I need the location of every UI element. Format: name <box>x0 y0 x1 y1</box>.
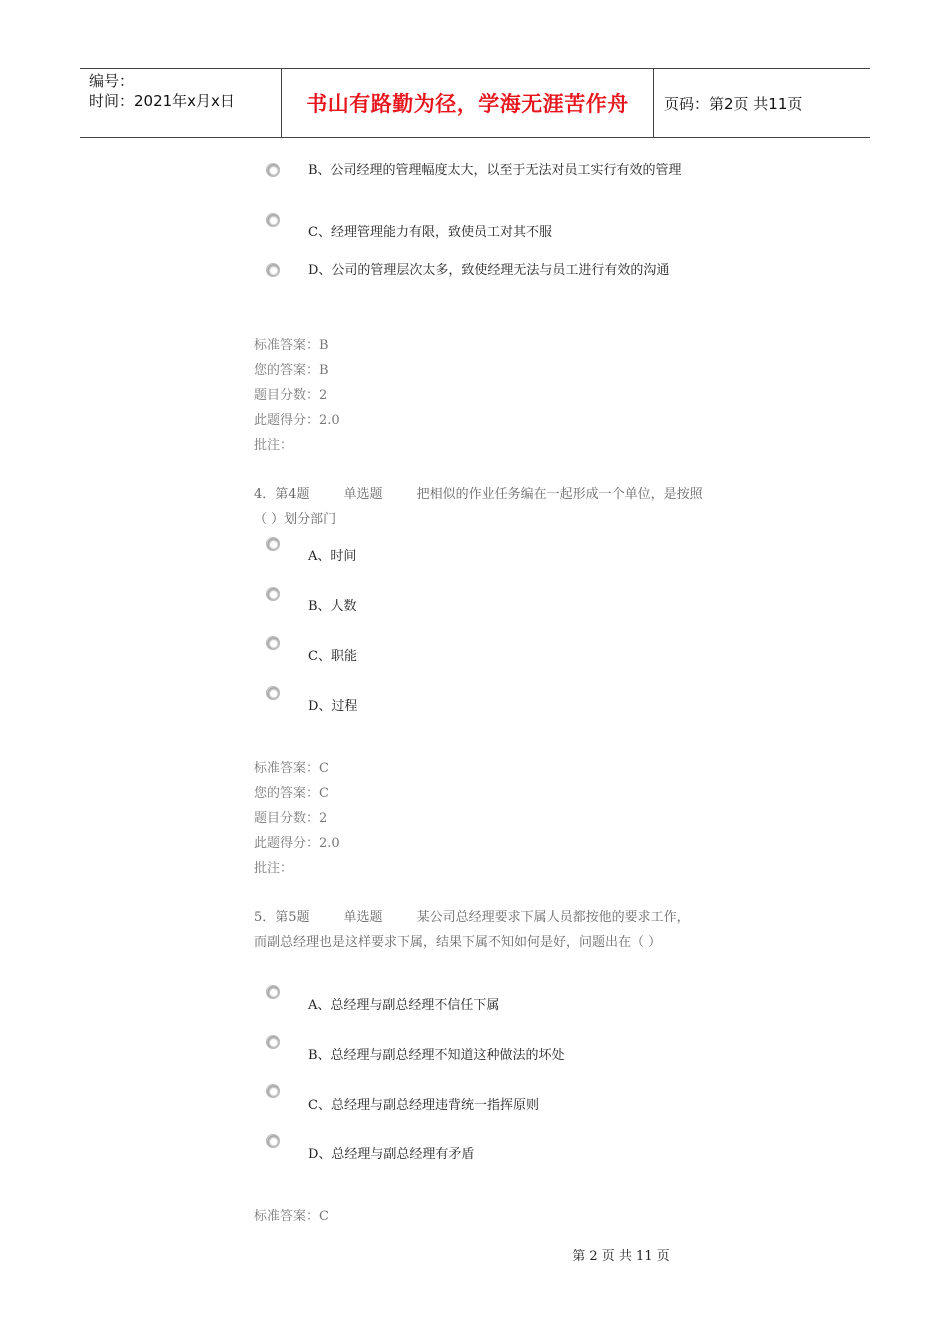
q5-option-c[interactable] <box>266 1084 539 1113</box>
option-label: D、总经理与副总经理有矛盾 <box>308 1147 475 1162</box>
time-label: 时间：2021年x月x日 <box>89 92 235 110</box>
q5-option-b[interactable] <box>266 1035 565 1063</box>
q5-standard-answer: 标准答案：C <box>254 1209 329 1224</box>
radio-button-icon[interactable] <box>266 163 280 177</box>
question-type: 单选题 <box>343 487 383 502</box>
page-footer: 第 2 页 共 11 页 <box>572 1249 670 1264</box>
radio-button-icon[interactable] <box>266 985 280 999</box>
question-text: 把相似的作业任务编在一起形成一个单位，是按照（ ）划分部门 <box>254 487 703 527</box>
q4-option-c[interactable] <box>266 636 357 664</box>
serial-label: 编号： <box>89 72 135 90</box>
radio-button-icon[interactable] <box>266 1134 280 1148</box>
motto-text: 书山有路勤为径，学海无涯苦作舟 <box>306 92 629 116</box>
q3-earned: 此题得分：2.0 <box>254 413 340 428</box>
q3-option-d[interactable] <box>266 263 670 278</box>
question-type: 单选题 <box>343 910 383 925</box>
option-label: D、公司的管理层次太多，致使经理无法与员工进行有效的沟通 <box>308 263 670 278</box>
question-text: 某公司总经理要求下属人员都按他的要求工作，而副总经理也是这样要求下属，结果下属不知如何是好，问题出在（ ） <box>254 910 690 950</box>
option-label: B、公司经理的管理幅度太大，以至于无法对员工实行有效的管理 <box>308 163 682 178</box>
question-number: 4．第4题 <box>254 487 310 502</box>
q4-comment: 批注： <box>254 861 294 876</box>
option-label: D、过程 <box>308 699 358 714</box>
question-number: 5．第5题 <box>254 910 310 925</box>
option-label: C、职能 <box>308 649 357 664</box>
q3-score: 题目分数：2 <box>254 388 328 403</box>
radio-button-icon[interactable] <box>266 213 280 227</box>
q3-comment: 批注： <box>254 438 294 453</box>
document-header <box>80 68 870 138</box>
option-label: A、总经理与副总经理不信任下属 <box>308 998 500 1013</box>
q5-question <box>254 905 700 955</box>
q5-option-d[interactable] <box>266 1134 475 1162</box>
q4-question <box>254 482 704 532</box>
header-left-cell <box>80 69 282 137</box>
radio-button-icon[interactable] <box>266 263 280 277</box>
option-label: A、时间 <box>308 549 357 564</box>
q4-your-answer: 您的答案：C <box>254 786 329 801</box>
option-label: B、总经理与副总经理不知道这种做法的坏处 <box>308 1048 565 1063</box>
q3-your-answer: 您的答案：B <box>254 363 329 378</box>
q4-option-d[interactable] <box>266 686 358 714</box>
q4-earned: 此题得分：2.0 <box>254 836 340 851</box>
option-label: C、经理管理能力有限，致使员工对其不服 <box>308 225 552 240</box>
q3-option-c[interactable] <box>266 213 552 240</box>
radio-button-icon[interactable] <box>266 636 280 650</box>
option-label: B、人数 <box>308 599 357 614</box>
q5-option-a[interactable] <box>266 985 500 1013</box>
option-label: C、总经理与副总经理违背统一指挥原则 <box>308 1098 539 1113</box>
header-motto-cell <box>282 69 654 137</box>
radio-button-icon[interactable] <box>266 1084 280 1098</box>
q4-option-b[interactable] <box>266 587 357 614</box>
radio-button-icon[interactable] <box>266 1035 280 1049</box>
q3-option-b[interactable] <box>266 163 682 178</box>
radio-button-icon[interactable] <box>266 686 280 700</box>
radio-button-icon[interactable] <box>266 587 280 601</box>
q3-standard-answer: 标准答案：B <box>254 338 329 353</box>
q4-standard-answer: 标准答案：C <box>254 761 329 776</box>
radio-button-icon[interactable] <box>266 537 280 551</box>
q4-option-a[interactable] <box>266 537 357 564</box>
header-page-cell <box>654 69 870 137</box>
page-info: 页码：第2页 共11页 <box>664 94 803 113</box>
q4-score: 题目分数：2 <box>254 811 328 826</box>
